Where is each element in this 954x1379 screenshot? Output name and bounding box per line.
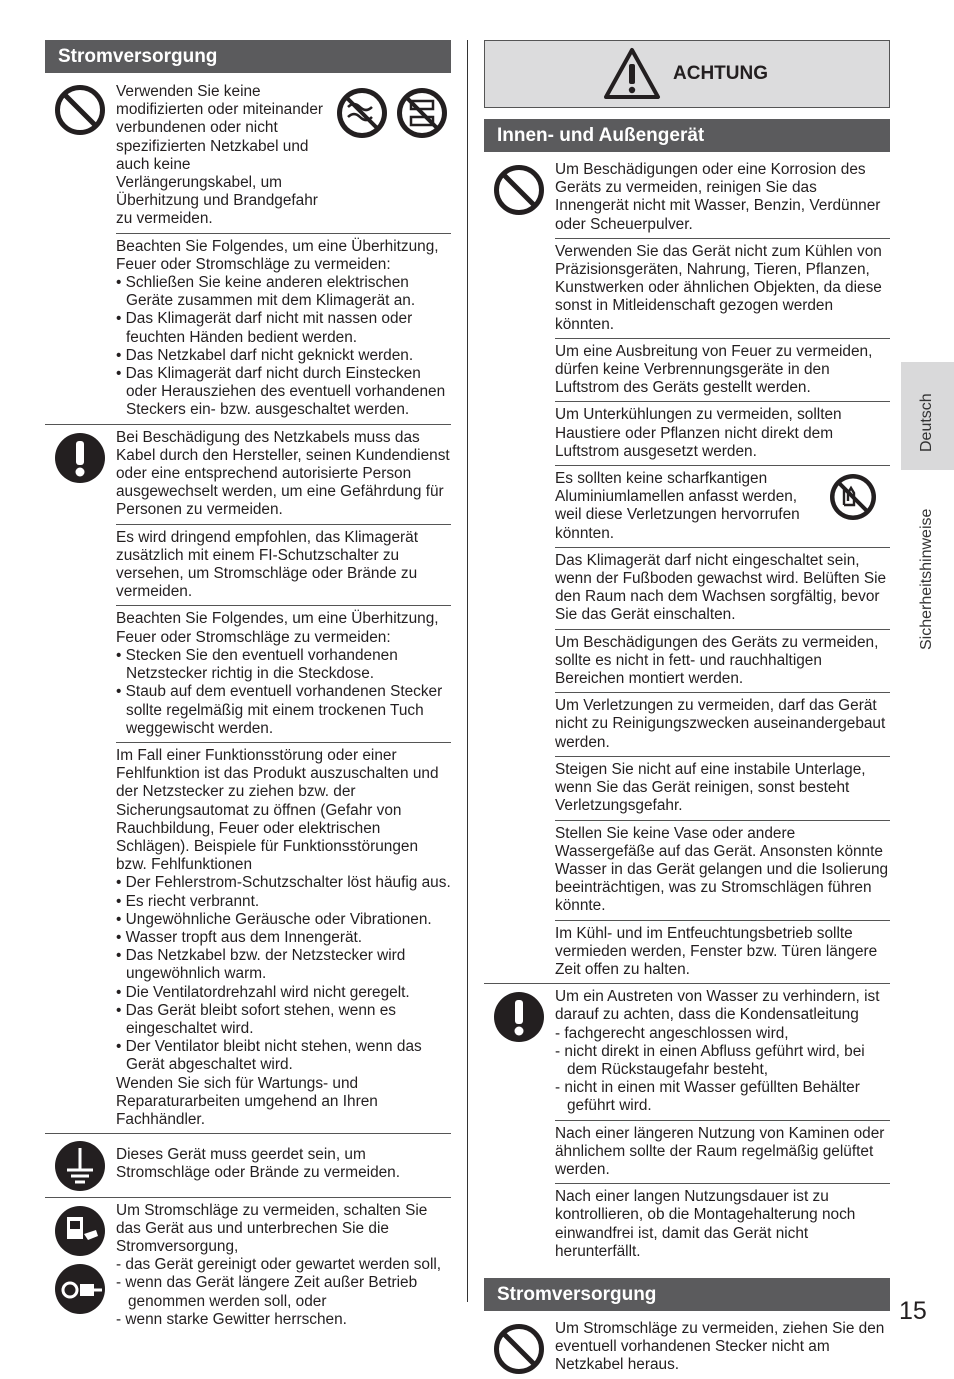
list-item: • Das Netzkabel darf nicht geknickt werden. (116, 346, 414, 364)
list-item: • Das Netzkabel bzw. der Netzstecker wird ungewöhnlich warm. (116, 947, 406, 983)
notice-text: Es wird dringend empfohlen, das Klimagerät zusätzlich mit einem FI-Schutzschalter zu versehen, um Stromschläge oder Brände zu vermeiden. (116, 528, 418, 601)
mandatory-icon (492, 990, 546, 1044)
notice-paragraph: Um Beschädigungen oder eine Korrosion des Geräts zu vermeiden, reinigen Sie das Innengerät nicht mit Wasser, Benzin, Verdünner oder Scheuerpulver. (555, 160, 890, 239)
icon-cell (45, 425, 116, 1134)
notice-paragraph (116, 606, 451, 742)
icon-cell (484, 160, 555, 983)
notice-paragraph: Stellen Sie keine Vase oder andere Wassergefäße auf das Gerät. Ansonsten könnte Wasser in das Gerät gelangen und die Isolierung beeinträchtigen, was zu Stromschlägen führen könnte. (555, 821, 890, 921)
warning-title: ACHTUNG (673, 63, 768, 84)
notice-paragraph: Um eine Ausbreitung von Feuer zu vermeiden, dürfen keine Verbrennungsgeräte in den Luftstrom des Geräts gestellt werden. (555, 339, 890, 403)
list-item: • Schließen Sie keine anderen elektrischen Geräte zusammen mit dem Klimagerät an. (116, 274, 416, 310)
list-item: • Ungewöhnliche Geräusche oder Vibrationen. (116, 910, 432, 928)
list-item: • Das Gerät bleibt sofort stehen, wenn es eingeschaltet wird. (116, 1001, 397, 1037)
left-column (45, 40, 451, 1333)
mandatory-icon (53, 431, 107, 485)
list-item: • Wasser tropft aus dem Innengerät. (116, 928, 363, 946)
notice-paragraph: Um Beschädigungen des Geräts zu vermeiden, sollte es nicht in fett- und rauchhaltigen Bereichen montiert werden. (555, 630, 890, 694)
power-prohibition-section (45, 81, 451, 425)
list-item: • Es riecht verbrannt. (116, 892, 260, 910)
notice-paragraph (116, 425, 451, 525)
list-item: • Der Ventilator bleibt nicht stehen, wenn das Gerät abgeschaltet wird. (116, 1038, 422, 1074)
unit-prohibition-section (484, 160, 890, 984)
no-touch-fins-icon (827, 471, 879, 523)
notice-outro: Wenden Sie sich für Wartungs- und Reparaturarbeiten umgehend an Ihren Fachhändler. (116, 1074, 378, 1128)
power-mandatory-section (45, 425, 451, 1135)
list-item: • Das Klimagerät darf nicht durch Einstecken oder Herausziehen des eventuell vorhandenen Steckers ein- bzw. ausgeschaltet werden. (116, 365, 446, 419)
icon-cell (484, 984, 555, 1265)
list-item: - das Gerät gereinigt oder gewartet werden soll, (116, 1256, 442, 1274)
notice-paragraph: Um ein Austreten von Wasser zu verhindern, ist darauf zu achten, dass die Kondensatleitung - fachgerecht angeschlossen wird, - nicht direkt in einen Abfluss geführt wird, bei dem Rückstaugefahr besteht, - nicht in einen mit Wasser gefüllten Behälter geführt wird. (555, 984, 890, 1120)
no-modified-cable-icon (334, 85, 390, 141)
notice-paragraph: Nach einer langen Nutzungsdauer ist zu kontrollieren, ob die Montagehalterung noch einwandfrei ist, damit das Gerät nicht herunterfällt. (555, 1188, 856, 1260)
list-item: • Staub auf dem eventuell vorhandenen Stecker sollte regelmäßig mit einem trockenen Tuch weggewischt werden. (116, 683, 443, 737)
notice-paragraph: Verwenden Sie das Gerät nicht zum Kühlen von Präzisionsgeräten, Nahrung, Tieren, Pflanzen, Kunstwerken oder ähnlichen Objekten, da diese sonst in Mitleidenschaft gezogen werden könnten. (555, 239, 890, 339)
prohibition-icon (53, 83, 107, 137)
list-item: • Die Ventilatordrehzahl wird nicht geregelt. (116, 983, 410, 1001)
prohibition-icon (492, 1322, 546, 1376)
icon-cell (45, 1134, 116, 1196)
no-extension-cord-icon (394, 85, 450, 141)
notice-text: Dieses Gerät muss geerdet sein, um Stromschläge oder Brände zu vermeiden. (116, 1146, 401, 1182)
notice-paragraph (116, 743, 451, 1133)
prohibition-icon (492, 163, 546, 217)
notice-paragraph (116, 234, 451, 424)
warning-triangle-icon (603, 47, 661, 101)
section-header-indoor-outdoor: Innen- und Außengerät (484, 119, 890, 152)
notice-intro: Um Stromschläge zu vermeiden, schalten Sie das Gerät aus und unterbrechen Sie die Stromversorgung, (116, 1201, 428, 1255)
icon-cell (484, 1319, 555, 1379)
notice-paragraph (116, 81, 451, 234)
section-header-power-supply: Stromversorgung (484, 1278, 890, 1311)
right-column (484, 40, 890, 1379)
warning-banner (484, 40, 890, 108)
switch-off-icon (53, 1204, 107, 1258)
notice-paragraph: Im Kühl- und im Entfeuchtungsbetrieb sollte vermieden werden, Fenster bzw. Türen längere Zeit offen zu halten. (555, 924, 878, 978)
notice-paragraph: Um Unterkühlungen zu vermeiden, sollten Haustiere oder Pflanzen nicht direkt dem Luftstrom ausgesetzt werden. (555, 402, 890, 466)
notice-intro: Beachten Sie Folgendes, um eine Überhitzung, Feuer oder Stromschläge zu vermeiden: (116, 237, 439, 273)
icon-cell (45, 1198, 116, 1333)
language-label: Deutsch (918, 393, 935, 452)
switch-off-section (45, 1198, 451, 1333)
chapter-label: Sicherheitshinweise (918, 508, 935, 650)
notice-intro: Im Fall einer Funktionsstörung oder einer Fehlfunktion ist das Produkt auszuschalten und der Netzstecker zu ziehen bzw. der Sicherungsautomat zu öffnen (Gefahr von Rauchbildung, Feuer oder elektrischen Schlägen). Beispiele für Funktionsstörungen bzw. Fehlfunktionen (116, 746, 439, 874)
section-header-power-supply: Stromversorgung (45, 40, 451, 73)
notice-intro: Beachten Sie Folgendes, um eine Überhitzung, Feuer oder Stromschläge zu vermeiden: (116, 610, 439, 646)
notice-paragraph: Das Klimagerät darf nicht eingeschaltet sein, wenn der Fußboden gewachst wird. Belüften Sie den Raum nach dem Wachsen sorgfältig, bevor Sie das Gerät einschalten. (555, 548, 890, 630)
page-number: 15 (899, 1297, 927, 1325)
icon-cell (45, 81, 116, 424)
notice-paragraph: Es sollten keine scharfkantigen Aluminiumlamellen anfasst werden, weil diese Verletzungen hervorrufen könnten. (555, 466, 890, 548)
grounding-section (45, 1134, 451, 1197)
list-item: - wenn starke Gewitter herrschen. (116, 1310, 347, 1328)
ground-icon (53, 1139, 107, 1193)
notice-text: Verwenden Sie keine modifizierten oder miteinander verbundenen oder nicht spezifizierten Netzkabel und auch keine Verlängerungskabel, um Überhitzung und Brandgefahr zu vermeiden. (116, 83, 324, 228)
language-tab (901, 362, 954, 470)
notice-paragraph: Um Stromschläge zu vermeiden, ziehen Sie den eventuell vorhandenen Stecker nicht am Netzkabel heraus. (555, 1319, 885, 1374)
column-divider (467, 40, 468, 1302)
notice-paragraph (116, 1134, 451, 1196)
notice-paragraph: Steigen Sie nicht auf eine instabile Unterlage, wenn Sie das Gerät reinigen, sonst besteht Verletzungsgefahr. (555, 757, 890, 821)
list-item: • Das Klimagerät darf nicht mit nassen oder feuchten Händen bedient werden. (116, 310, 413, 346)
notice-paragraph: Nach einer längeren Nutzung von Kaminen oder ähnlichem sollte der Raum regelmäßig gelüftet werden. (555, 1121, 890, 1185)
list-item: - fachgerecht angeschlossen wird, (555, 1024, 789, 1042)
plug-prohibition-section (484, 1319, 890, 1379)
unit-mandatory-section (484, 984, 890, 1265)
list-item: - nicht direkt in einen Abfluss geführt wird, bei dem Rückstaugefahr besteht, (555, 1042, 865, 1078)
notice-paragraph (116, 1198, 451, 1333)
list-item: - wenn das Gerät längere Zeit außer Betrieb genommen werden soll, oder (116, 1274, 418, 1310)
list-item: • Stecken Sie den eventuell vorhandenen Netzstecker richtig in die Steckdose. (116, 646, 398, 683)
notice-text: Bei Beschädigung des Netzkabels muss das Kabel durch den Hersteller, seinen Kundendienst oder eine entsprechend autorisierte Person ausgewechselt werden, um eine Gefährdung für Personen zu vermeiden. (116, 428, 450, 519)
notice-paragraph: Um Verletzungen zu vermeiden, darf das Gerät nicht zu Reinigungszwecken auseinandergebaut werden. (555, 693, 890, 757)
list-item: • Der Fehlerstrom-Schutzschalter löst häufig aus. (116, 874, 451, 892)
list-item: - nicht in einen mit Wasser gefüllten Behälter geführt wird. (555, 1079, 860, 1115)
notice-paragraph (116, 525, 451, 607)
unplug-icon (53, 1262, 107, 1316)
